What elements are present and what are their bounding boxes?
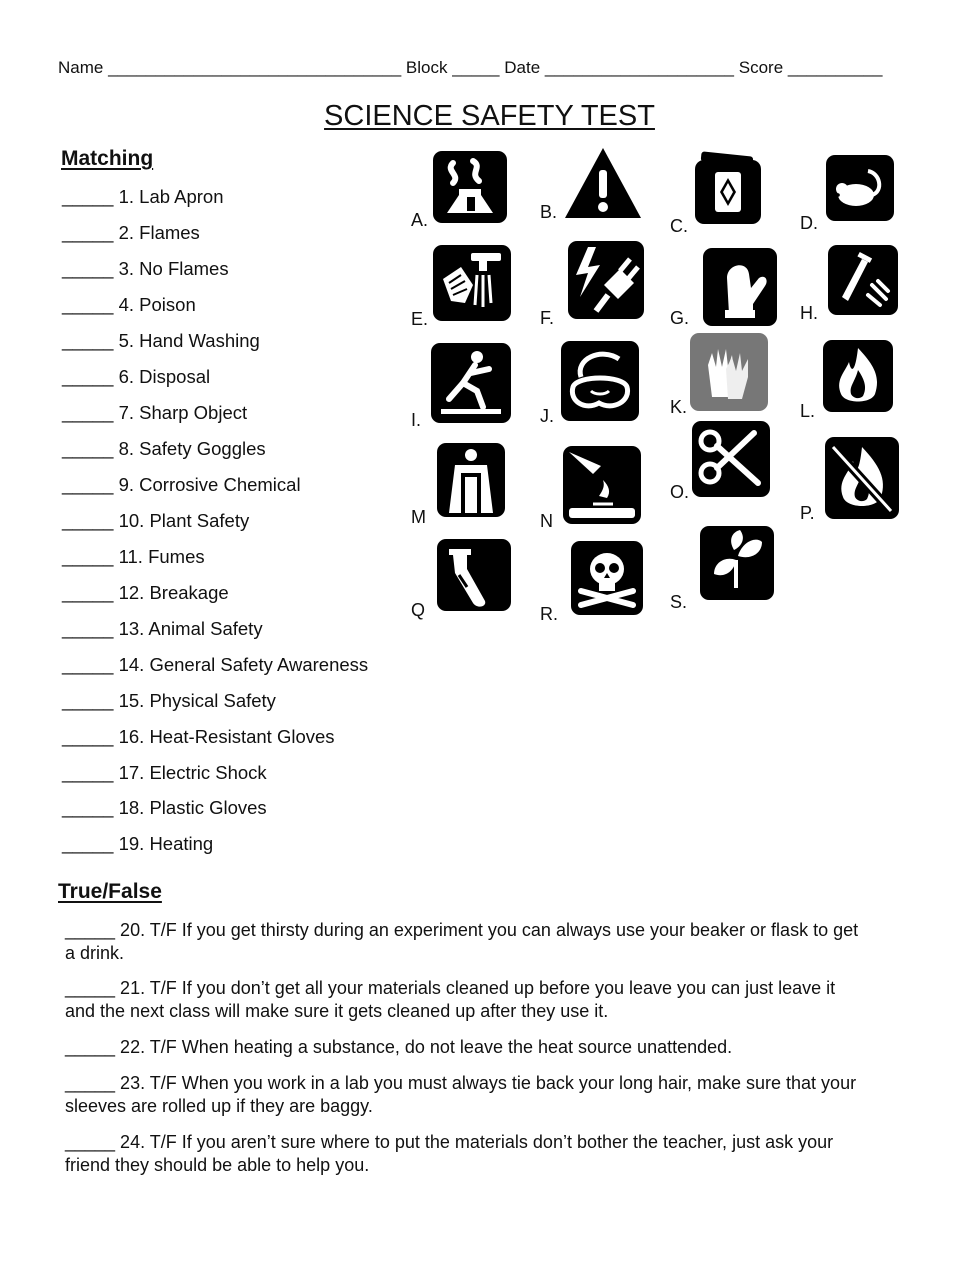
plastic-gloves-icon [690,333,768,411]
date-blank[interactable]: ____________________ [544,58,734,77]
name-blank[interactable]: _______________________________ [108,58,402,77]
answer-blank[interactable]: _____ [62,438,114,459]
matching-item [62,546,205,568]
physical-safety-slip-icon [431,343,511,423]
symbol-letter: A. [411,210,429,230]
matching-item [62,402,247,424]
tf-line: sleeves are rolled up if they are baggy. [65,1096,373,1116]
matching-item-label: 12. Breakage [118,582,229,603]
answer-blank[interactable]: _____ [62,690,114,711]
answer-blank[interactable]: _____ [62,330,114,351]
matching-item [62,510,249,532]
name-label: Name [58,58,104,77]
symbol-letter: S. [670,592,688,612]
tf-line: _____ 23. T/F When you work in a lab you must always tie back your long hair, make sure that your [65,1073,857,1093]
answer-blank[interactable]: _____ [62,618,114,639]
symbol-letter: L. [800,401,816,421]
matching-item [62,797,267,819]
matching-item-label: 5. Hand Washing [118,330,260,351]
warning-exclamation-icon [564,146,642,220]
matching-item-label: 15. Physical Safety [118,690,276,711]
symbol-letter: H. [800,303,818,323]
tf-line: _____ 24. T/F If you aren’t sure where to put the materials don’t bother the teacher, just ask your [65,1132,834,1152]
answer-blank[interactable]: _____ [62,762,114,783]
hand-washing-icon [433,245,511,321]
header-line [58,58,882,78]
tf-line: _____ 22. T/F When heating a substance, do not leave the heat source unattended. [65,1037,733,1057]
symbol-letter: Q [411,600,426,620]
symbol-letter: E. [411,309,429,329]
heat-resistant-glove-icon [703,248,777,326]
answer-blank[interactable]: _____ [62,366,114,387]
symbol-letter: N [540,511,553,531]
matching-item-label: 2. Flames [118,222,200,243]
answer-blank[interactable]: _____ [62,186,114,207]
symbol-letter: J. [540,406,555,426]
symbol-letter: P. [800,503,815,523]
matching-item [62,330,260,352]
answer-blank[interactable]: _____ [62,833,114,854]
answer-blank[interactable]: _____ [62,402,114,423]
matching-item-label: 19. Heating [118,833,214,854]
matching-heading: Matching [61,147,154,170]
score-label: Score [738,58,784,77]
symbol-letter: R. [540,604,558,624]
poison-skull-icon [571,541,643,615]
matching-item [62,186,224,208]
matching-item-label: 11. Fumes [118,546,205,567]
answer-blank[interactable]: _____ [62,294,114,315]
breakage-icon [828,245,898,315]
matching-item-label: 18. Plastic Gloves [118,797,267,818]
answer-blank[interactable]: _____ [62,510,114,531]
matching-item-label: 3. No Flames [118,258,229,279]
score-blank[interactable]: __________ [787,58,883,77]
flames-icon [823,340,893,412]
disposal-icon [693,150,763,226]
matching-item [62,258,229,280]
matching-item [62,582,229,604]
matching-item [62,222,200,244]
answer-blank[interactable]: _____ [62,726,114,747]
true-false-item [65,919,923,965]
answer-blank[interactable]: _____ [62,546,114,567]
symbol-letter: G. [670,308,690,328]
answer-blank[interactable]: _____ [62,582,114,603]
tf-line: and the next class will make sure it gets cleaned up after they use it. [65,1001,609,1021]
electric-shock-icon [568,241,644,319]
matching-item-label: 7. Sharp Object [118,402,248,423]
corrosive-chemical-icon [437,539,511,611]
answer-blank[interactable]: _____ [62,258,114,279]
sharp-object-scissors-icon [692,421,770,497]
matching-item-label: 13. Animal Safety [118,618,263,639]
date-label: Date [504,58,541,77]
safety-goggles-icon [561,341,639,421]
symbol-letter: I. [411,410,422,430]
matching-item-label: 9. Corrosive Chemical [118,474,301,495]
matching-item [62,438,266,460]
matching-item-label: 4. Poison [118,294,196,315]
symbol-letter: B. [540,202,558,222]
block-label: Block [405,58,448,77]
matching-item [62,726,335,748]
answer-blank[interactable]: _____ [62,222,114,243]
matching-item [62,833,213,855]
fumes-icon [433,151,507,223]
tf-line: a drink. [65,943,125,963]
symbol-letter: O. [670,482,690,502]
matching-item-label: 8. Safety Goggles [118,438,266,459]
true-false-heading: True/False [58,880,162,903]
tf-line: _____ 20. T/F If you get thirsty during an experiment you can always use your beaker or flask to get [65,920,859,940]
block-blank[interactable]: _____ [452,58,500,77]
answer-blank[interactable]: _____ [62,797,114,818]
matching-item [62,294,196,316]
matching-item-label: 1. Lab Apron [118,186,224,207]
symbol-letter: M [411,507,426,527]
matching-item-label: 6. Disposal [118,366,211,387]
heating-icon [563,446,641,524]
answer-blank[interactable]: _____ [62,654,114,675]
animal-mouse-icon [826,155,894,221]
tf-line: _____ 21. T/F If you don’t get all your materials cleaned up before you leave you can just leave it [65,978,836,998]
symbol-letter: D. [800,213,818,233]
matching-item [62,690,276,712]
symbol-letter: F. [540,308,555,328]
symbol-letter: C. [670,216,688,236]
no-flames-icon [825,437,899,519]
symbol-letter: K. [670,397,688,417]
matching-item-label: 14. General Safety Awareness [118,654,369,675]
matching-item [62,474,301,496]
matching-item [62,366,210,388]
matching-item [62,762,267,784]
true-false-item [65,1131,923,1177]
matching-item-label: 17. Electric Shock [118,762,267,783]
plant-safety-icon [700,526,774,600]
matching-item [62,618,263,640]
page-title: SCIENCE SAFETY TEST [324,100,655,132]
matching-item [62,654,368,676]
true-false-item [65,977,923,1023]
answer-blank[interactable]: _____ [62,474,114,495]
tf-line: friend they should be able to help you. [65,1155,370,1175]
matching-item-label: 16. Heat-Resistant Gloves [118,726,335,747]
true-false-item [65,1072,923,1118]
lab-apron-icon [437,443,505,517]
matching-item-label: 10. Plant Safety [118,510,250,531]
true-false-item [65,1036,923,1059]
